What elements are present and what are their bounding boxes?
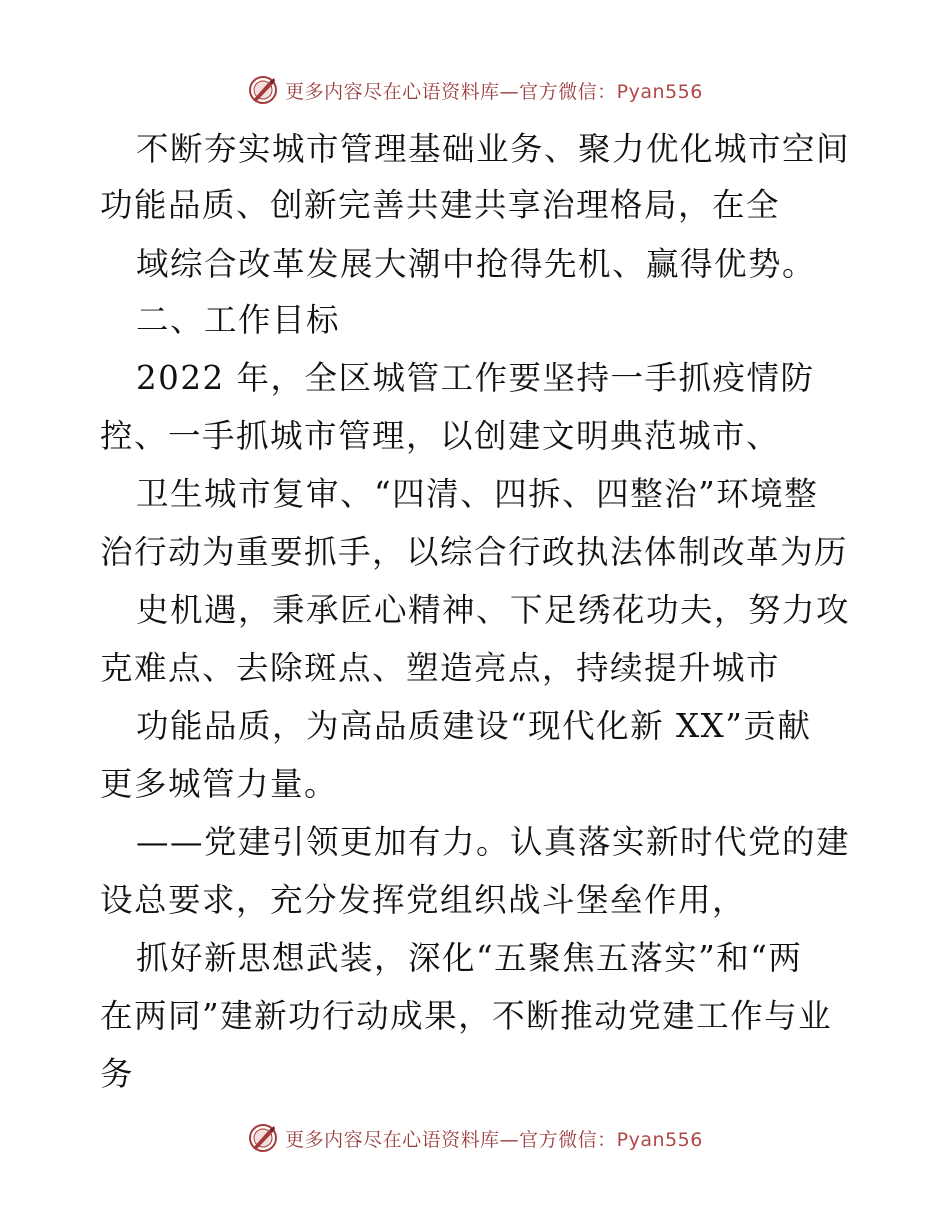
- body-line: 设总要求，充分发挥党组织战斗堡垒作用，: [100, 881, 747, 919]
- footer-wechat-handle: Pyan556: [616, 1128, 703, 1151]
- body-line: 抓好新思想武装，深化“五聚焦五落实”和“两: [136, 939, 803, 977]
- body-line: ——党建引领更加有力。认真落实新时代党的建: [136, 823, 851, 861]
- section-heading: 二、工作目标: [136, 301, 341, 339]
- body-line: 功能品质、创新完善共建共享治理格局，在全: [100, 186, 781, 224]
- body-line: 2022 年，全区城管工作要坚持一手抓疫情防: [136, 359, 815, 397]
- header-watermark-text: 更多内容尽在心语资料库—官方微信：Pyan556: [285, 80, 703, 103]
- body-line: 务: [100, 1055, 135, 1093]
- header-watermark-banner: [0, 70, 950, 110]
- body-line: 功能品质，为高品质建设“现代化新 XX”贡献: [136, 707, 812, 745]
- body-line: 卫生城市复审、“四清、四拆、四整治”环境整: [136, 475, 819, 513]
- body-line: 克难点、去除斑点、塑造亮点，持续提升城市: [100, 649, 781, 687]
- body-line: 域综合改革发展大潮中抢得先机、赢得优势。: [136, 245, 817, 283]
- quill-seal-icon: [247, 1122, 279, 1154]
- body-line: 控、一手抓城市管理，以创建文明典范城市、: [100, 417, 781, 455]
- body-line: 不断夯实城市管理基础业务、聚力优化城市空间: [136, 130, 851, 168]
- body-line: 在两同”建新功行动成果，不断推动党建工作与业: [100, 997, 833, 1035]
- body-line: 史机遇，秉承匠心精神、下足绣花功夫，努力攻: [136, 591, 851, 629]
- body-line: 更多城管力量。: [100, 765, 339, 803]
- header-wechat-handle: Pyan556: [616, 80, 703, 103]
- body-line: 治行动为重要抓手，以综合行政执法体制改革为历: [100, 533, 849, 571]
- footer-watermark-banner: [0, 1118, 950, 1158]
- footer-watermark-text: 更多内容尽在心语资料库—官方微信：Pyan556: [285, 1128, 703, 1151]
- quill-seal-icon: [247, 74, 279, 106]
